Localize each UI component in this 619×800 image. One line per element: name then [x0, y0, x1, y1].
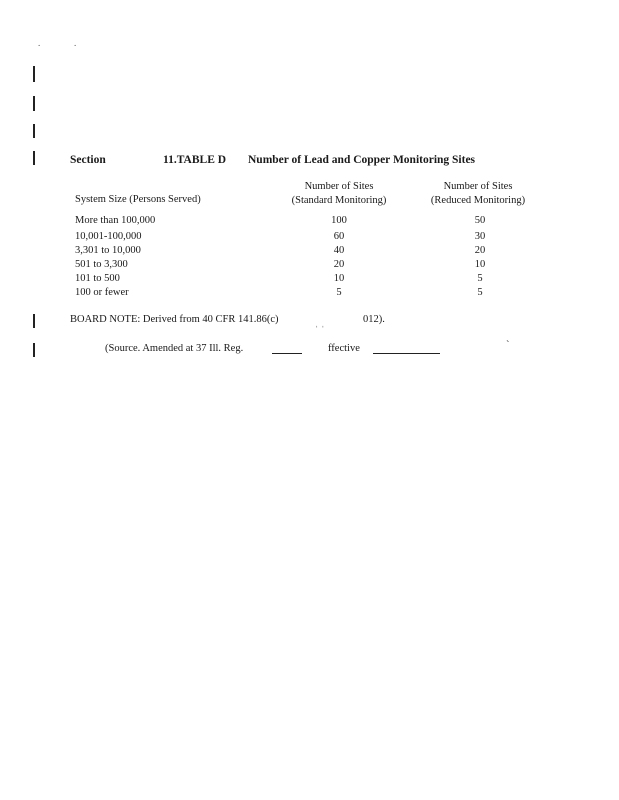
table-title: Number of Lead and Copper Monitoring Sites	[248, 154, 476, 166]
cell-system-size: 101 to 500	[75, 273, 120, 284]
cell-standard-sites: 5	[336, 287, 342, 298]
cell-reduced-sites: 5	[477, 273, 483, 284]
table-row	[75, 258, 555, 272]
header-standard-line2: (Standard Monitoring)	[291, 195, 387, 206]
source-prefix: (Source. Amended at 37 Ill. Reg.	[105, 343, 244, 354]
header-standard	[264, 180, 414, 208]
header-reduced-line2: (Reduced Monitoring)	[430, 195, 526, 206]
section-label: Section	[70, 154, 106, 166]
header-standard-line1: Number of Sites	[304, 181, 374, 192]
reg-blank	[272, 343, 302, 357]
reg-blank-line	[272, 343, 302, 354]
cell-standard-sites: 100	[331, 215, 347, 226]
cell-standard-sites: 20	[333, 259, 345, 270]
cell-system-size: 501 to 3,300	[75, 259, 128, 270]
tail-mark: `	[506, 340, 510, 351]
cell-system-size: More than 100,000	[75, 215, 156, 226]
change-bar	[33, 314, 35, 328]
table-row	[75, 244, 555, 258]
cell-reduced-sites: 5	[477, 287, 483, 298]
change-bar	[33, 124, 35, 138]
header-system-size: System Size (Persons Served)	[75, 194, 201, 205]
change-bar	[33, 96, 35, 111]
change-bar	[33, 66, 35, 82]
table-row	[75, 230, 555, 244]
cell-reduced-sites: 50	[474, 215, 486, 226]
table-row	[75, 214, 555, 228]
cell-standard-sites: 60	[333, 231, 345, 242]
change-bar	[33, 343, 35, 357]
cell-system-size: 10,001-100,000	[75, 231, 142, 242]
board-note	[70, 314, 385, 328]
table-row	[75, 286, 555, 300]
effective-label: ffective	[328, 343, 360, 354]
effective-blank	[373, 343, 440, 357]
cell-standard-sites: 10	[333, 273, 345, 284]
cell-system-size: 3,301 to 10,000	[75, 245, 141, 256]
scan-speck: .	[38, 38, 41, 48]
effective-blank-line	[373, 343, 440, 354]
cell-system-size: 100 or fewer	[75, 287, 129, 298]
header-reduced	[403, 180, 553, 208]
table-id: 11.TABLE D	[163, 154, 227, 166]
cell-reduced-sites: 30	[474, 231, 486, 242]
table-row	[75, 272, 555, 286]
change-bar	[33, 151, 35, 165]
board-note-text: BOARD NOTE: Derived from 40 CFR 141.86(c)	[70, 314, 279, 325]
board-note-marks: ˌ ˌ	[315, 317, 325, 328]
header-reduced-line1: Number of Sites	[443, 181, 513, 192]
cell-reduced-sites: 20	[474, 245, 486, 256]
scan-speck: .	[74, 38, 77, 48]
cell-standard-sites: 40	[333, 245, 345, 256]
cell-reduced-sites: 10	[474, 259, 486, 270]
board-note-end: 012).	[363, 314, 385, 325]
